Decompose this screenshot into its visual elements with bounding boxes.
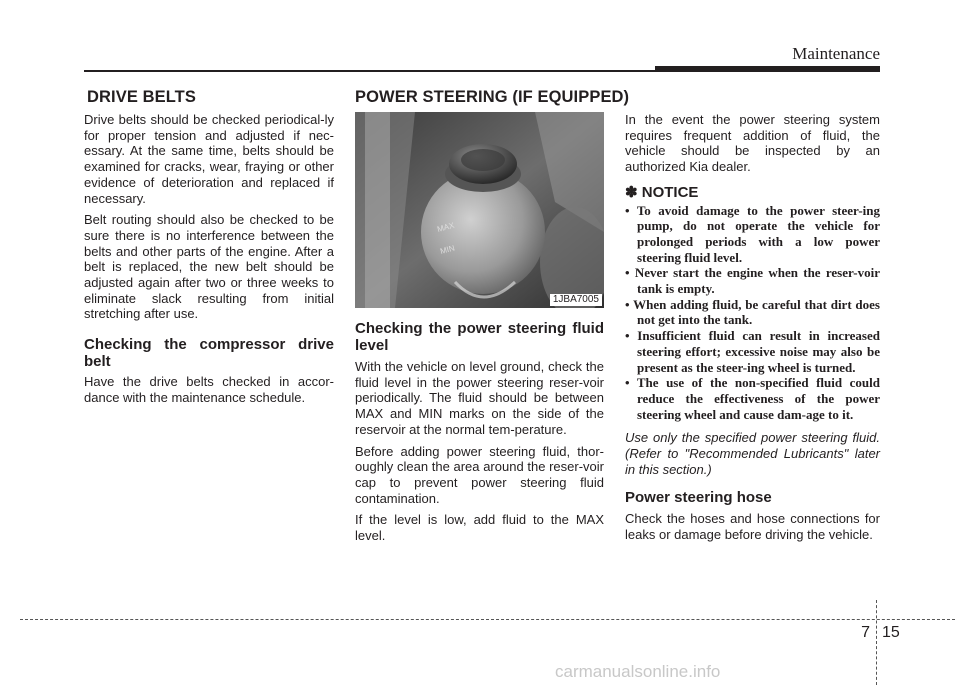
compressor-belt-subheading: Checking the compressor drive belt bbox=[84, 336, 334, 371]
hose-subheading: Power steering hose bbox=[625, 489, 772, 507]
drive-belts-paragraph-2: Belt routing should also be checked to be sure there is no interference between the belts and other parts of the engine. After a belt is replaced, the new belt should be adjusted again after two or three weeks to eliminate slack resulting from initial stretching after use. bbox=[84, 212, 334, 322]
watermark-text: carmanualsonline.info bbox=[555, 662, 721, 681]
fluid-level-subheading: Checking the power steering fluid level bbox=[355, 320, 604, 354]
fluid-level-paragraph-2: Before adding power steering fluid, thor-oughly clean the area around the reser-voir cap to prevent power steering fluid contamination. bbox=[355, 443, 604, 506]
notice-item: • To avoid damage to the power steer-ing pump, do not operate the vehicle for prolonged periods with a low power steering fluid level. bbox=[625, 202, 880, 265]
fluid-level-paragraph-3: If the level is low, add fluid to the MAX level. bbox=[355, 512, 604, 544]
reservoir-photo bbox=[355, 112, 604, 308]
chapter-number: 7 bbox=[861, 624, 870, 641]
notice-item: • Insufficient fluid can result in increased steering effort; excessive noise may also be present as the steer-ing wheel is turned. bbox=[625, 328, 880, 375]
footer-divider bbox=[876, 600, 877, 685]
power-steering-right-column bbox=[625, 112, 880, 549]
drive-belts-paragraph-1: Drive belts should be checked periodical-ly for proper tension and adjusted if nec-essary. At the same time, belts should be examined for cracks, wear, fraying or other evidence of deterioration and replaced if necessary. bbox=[84, 112, 334, 206]
drive-belts-column bbox=[84, 112, 334, 412]
hose-paragraph: Check the hoses and hose connections for leaks or damage before driving the vehicle. bbox=[625, 511, 880, 543]
running-header-title: Maintenance bbox=[792, 44, 880, 63]
header-rule-accent bbox=[655, 66, 880, 72]
power-steering-level-column bbox=[355, 320, 604, 550]
notice-list bbox=[625, 203, 880, 423]
notice-heading: ✽ NOTICE bbox=[625, 183, 699, 201]
inspection-paragraph: In the event the power steering system requires frequent addition of fluid, the vehicle should be inspected by an authorized Kia dealer. bbox=[625, 112, 880, 175]
fluid-level-paragraph-1: With the vehicle on level ground, check the fluid level in the power steering reser-voir periodically. The fluid should be between MAX and MIN marks on the side of the reservoir at the normal tem-perature. bbox=[355, 359, 604, 437]
notice-item: • The use of the non-specified fluid could reduce the effectiveness of the power steering wheel and cause dam-age to it. bbox=[625, 375, 880, 422]
notice-item: • Never start the engine when the reser-voir tank is empty. bbox=[625, 265, 880, 297]
image-code-label: 1JBA7005 bbox=[550, 294, 602, 306]
compressor-belt-paragraph: Have the drive belts checked in accor-dance with the maintenance schedule. bbox=[84, 374, 334, 405]
notice-item: • When adding fluid, be careful that dirt does not get into the tank. bbox=[625, 296, 880, 328]
max-mark: MAX bbox=[436, 220, 456, 234]
min-mark: MIN bbox=[439, 243, 456, 256]
power-steering-heading: POWER STEERING (IF EQUIPPED) bbox=[355, 88, 630, 106]
footer-rule bbox=[20, 619, 955, 620]
page-number: 15 bbox=[882, 624, 900, 641]
drive-belts-heading: DRIVE BELTS bbox=[87, 88, 196, 106]
specified-fluid-note: Use only the specified power steering fluid. (Refer to "Recommended Lubricants" later in this section.) bbox=[625, 430, 880, 477]
